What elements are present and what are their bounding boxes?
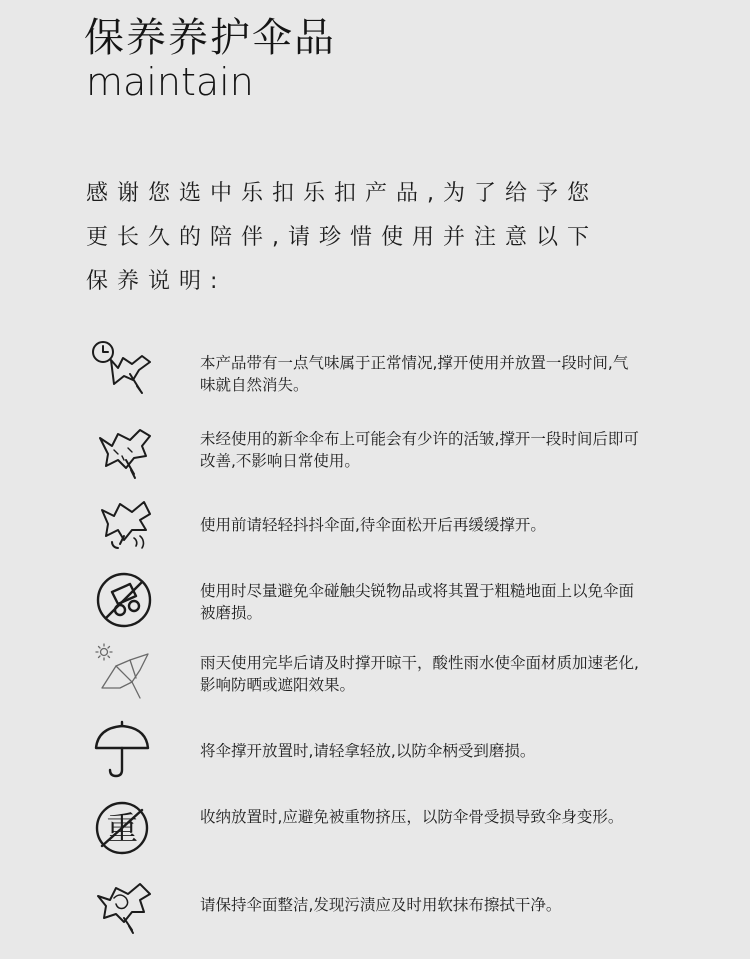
intro-paragraph [86, 172, 686, 304]
no-sharp-objects-icon [90, 566, 158, 634]
intro-line: 更长久的陪伴,请珍惜使用并注意以下 [86, 225, 598, 250]
tip-item [0, 794, 750, 866]
tip-text: 将伞撑开放置时,请轻拿轻放,以防伞柄受到磨损。 [200, 742, 536, 760]
dry-umbrella-sun-icon [90, 640, 158, 708]
tip-item [0, 490, 750, 562]
tip-text: 收纳放置时,应避免被重物挤压，以防伞骨受损导致伞身变形。 [200, 808, 624, 826]
tip-text: 使用时尽量避免伞碰触尖锐物品或将其置于粗糙地面上以免伞面被磨损。 [200, 582, 635, 622]
creased-umbrella-icon [90, 416, 158, 484]
no-heavy-weight-icon [90, 794, 158, 862]
clock-umbrella-icon [90, 338, 158, 406]
open-umbrella-icon [90, 716, 158, 784]
tip-item [0, 640, 750, 712]
wipe-umbrella-icon [90, 872, 158, 940]
tip-text: 本产品带有一点气味属于正常情况,撑开使用并放置一段时间,气味就自然消失。 [200, 354, 629, 394]
tip-item [0, 416, 750, 488]
intro-line: 保养说明: [86, 269, 227, 294]
page-title: 保养养护伞品 [84, 15, 336, 61]
tip-item [0, 566, 750, 638]
page-subtitle: maintain [86, 60, 254, 104]
tip-text: 使用前请轻轻抖抖伞面,待伞面松开后再缓缓撑开。 [200, 516, 546, 534]
heavy-char: 重 [105, 809, 139, 847]
intro-line: 感谢您选中乐扣乐扣产品,为了给予您 [86, 181, 598, 206]
tip-text: 请保持伞面整洁,发现污渍应及时用软抹布擦拭干净。 [200, 896, 562, 914]
tip-item [0, 716, 750, 788]
tip-item [0, 872, 750, 944]
shake-umbrella-icon [90, 490, 158, 558]
tip-item [0, 338, 750, 410]
tip-text: 未经使用的新伞伞布上可能会有少许的活皱,撑开一段时间后即可改善,不影响日常使用。 [200, 430, 639, 470]
tip-text: 雨天使用完毕后请及时撑开晾干，酸性雨水使伞面材质加速老化,影响防晒或遮阳效果。 [200, 654, 639, 694]
